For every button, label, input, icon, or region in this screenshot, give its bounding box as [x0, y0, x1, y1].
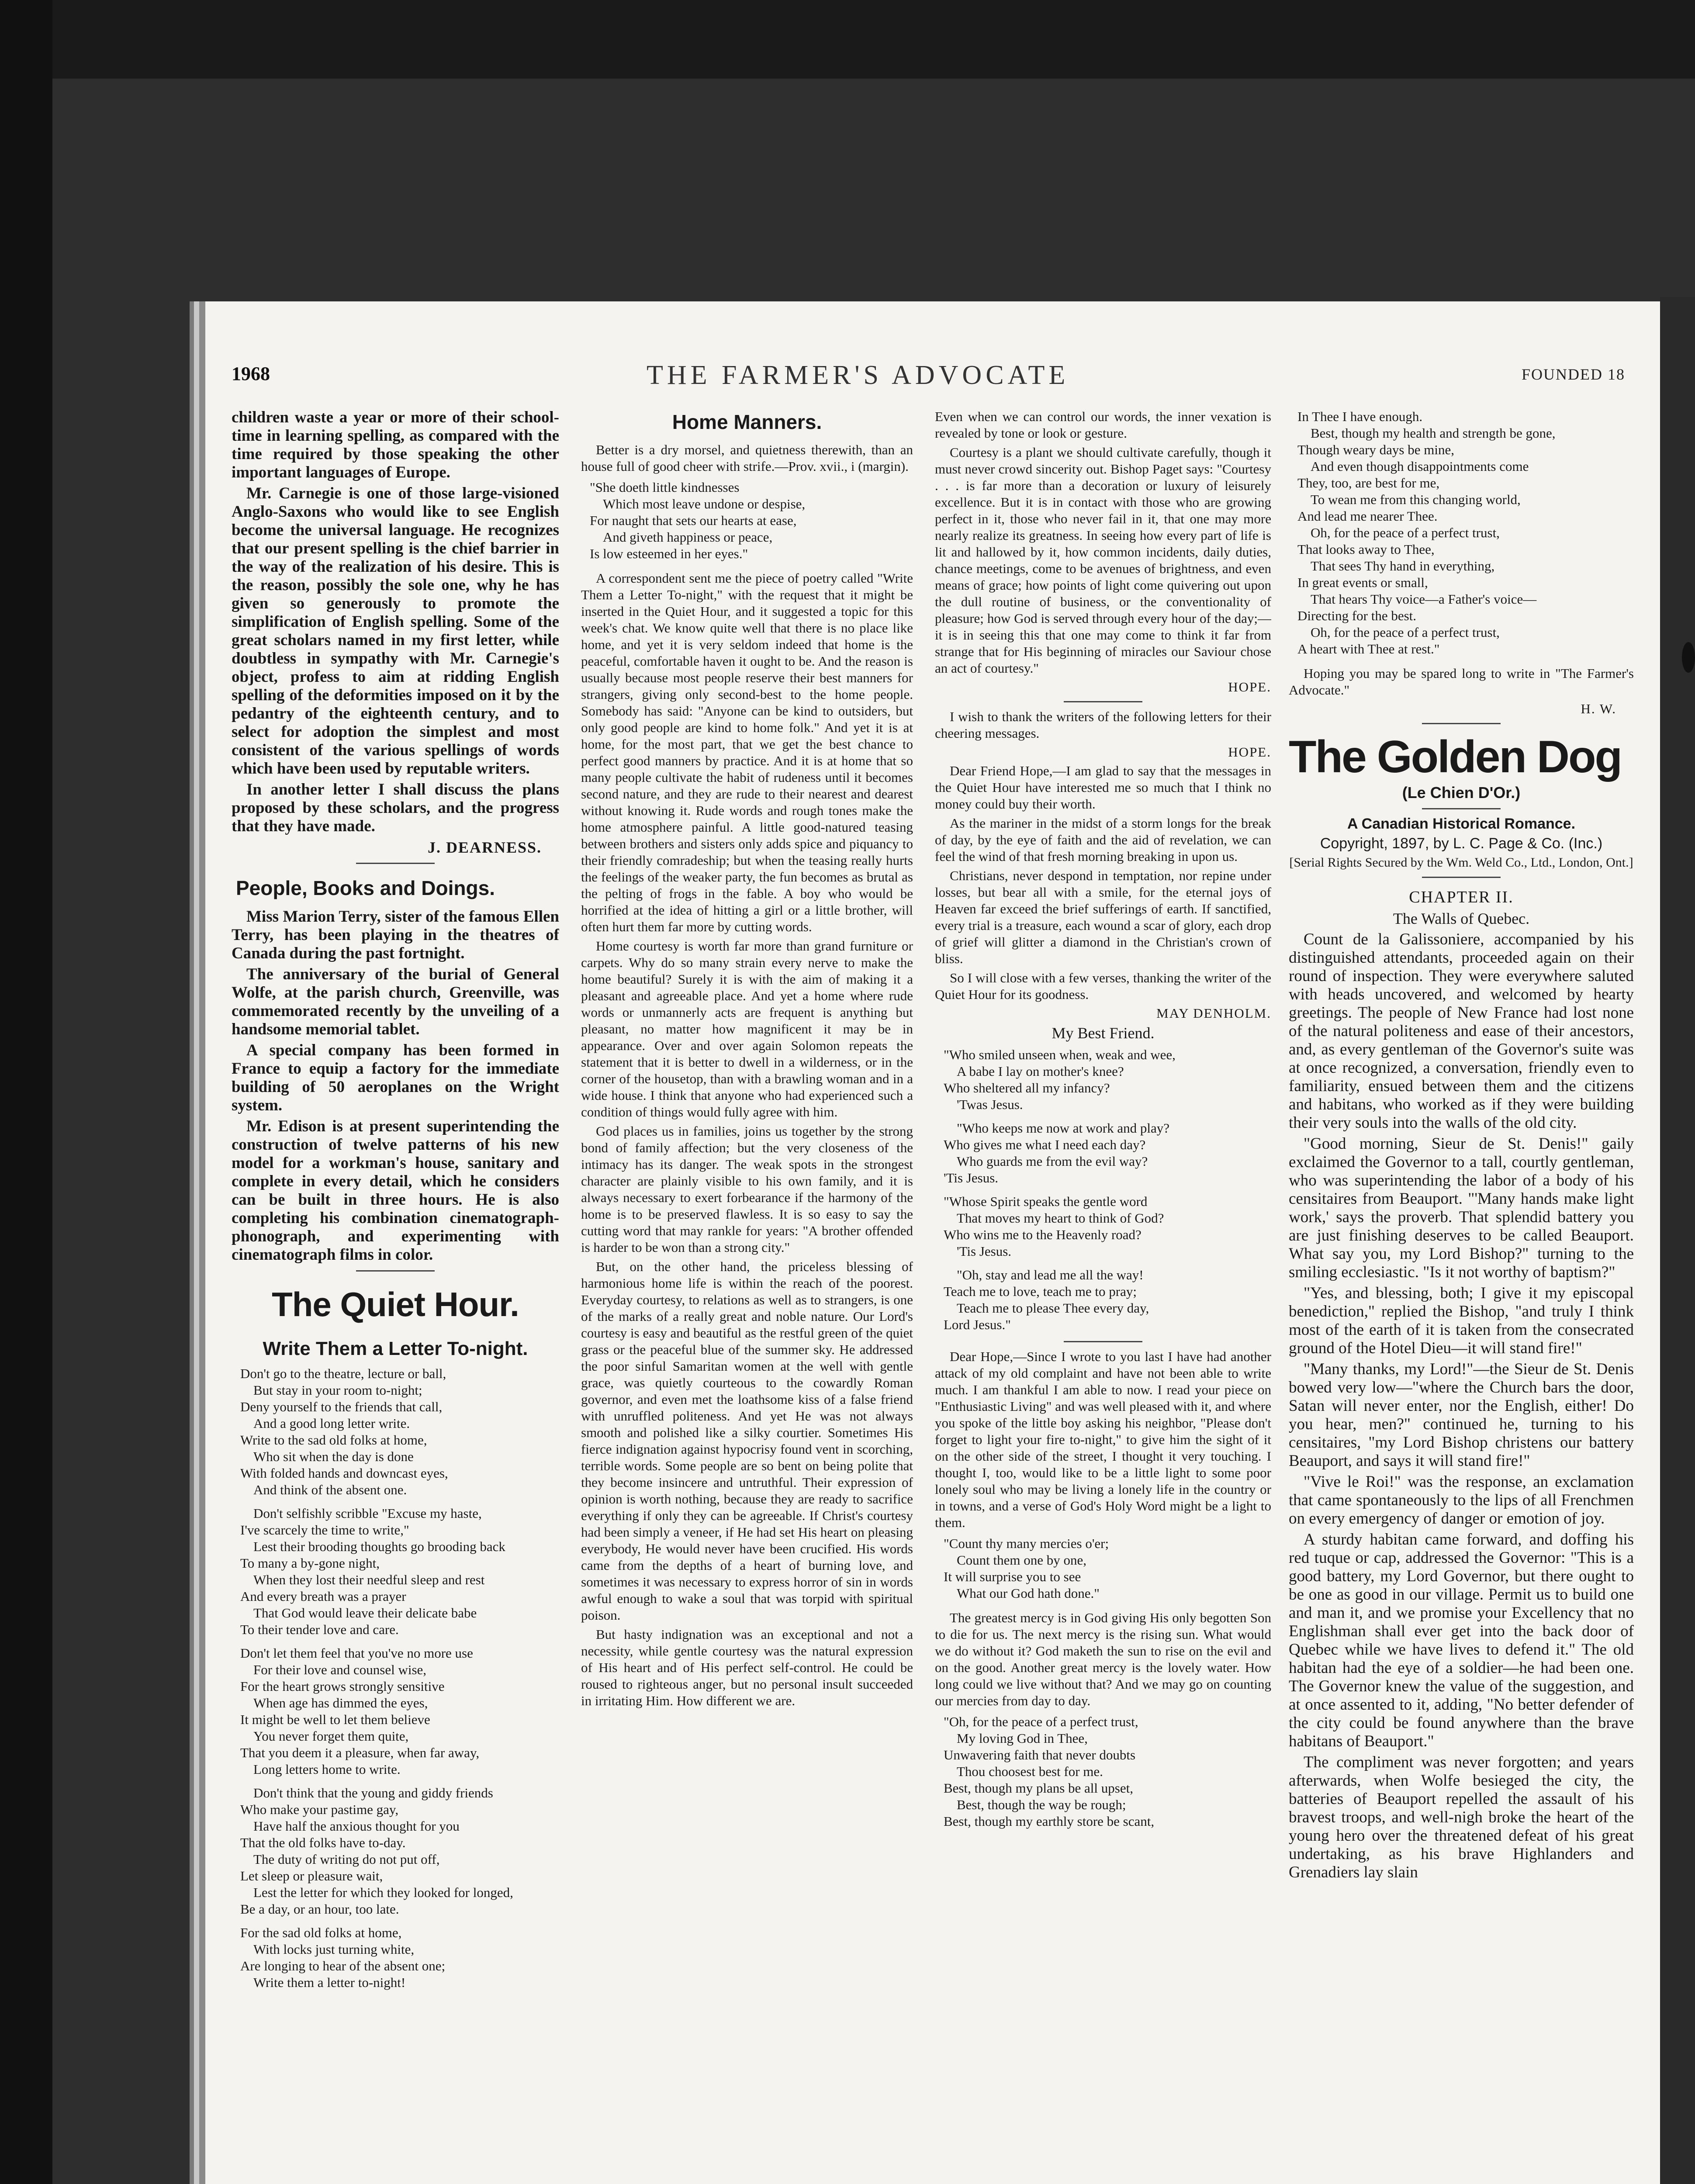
scanner-left-shadow	[0, 0, 52, 2184]
letter-paragraph: Christians, never despond in temptation, nor repine under losses, but bear all with a smile, for the eternal joys of Heaven far exceed the brief sufferings of earth. If sanctified, every trial is a treasure, each wound a scar of glory, each drop of grief will glitter a diamond in the Christian's crown of bliss.	[935, 868, 1271, 966]
quiet-hour-title: The Quiet Hour.	[272, 1285, 519, 1324]
poem-line: 'Twas Jesus.	[957, 1097, 1023, 1112]
story-paragraph: "Good morning, Sieur de St. Denis!" gaily exclaimed the Governor to a tall, courtly gentleman, who was superintending the labor of a body of his censitaires from Beauport. "'Many hands make light work,' says the proverb. That splendid battery you are just finishing deserves to be called Beauport. What say you, my Lord Bishop?" turning to the smiling ecclesiastic. "Is it not worthy of baptism?"	[1289, 1135, 1634, 1281]
poem-line: Teach me to please Thee every day,	[957, 1300, 1149, 1316]
divider	[356, 1270, 435, 1272]
poem-line: It might be well to let them believe	[240, 1712, 430, 1727]
column-4	[1289, 408, 1634, 2184]
poem-line: Don't go to the theatre, lecture or ball,	[240, 1366, 446, 1381]
poem-write-them-a-letter	[240, 1365, 559, 1991]
poem-line: Have half the anxious thought for you	[253, 1818, 460, 1834]
poem-line: For naught that sets our hearts at ease,	[590, 513, 797, 528]
story-paragraph: "Many thanks, my Lord!"—the Sieur de St. Denis bowed very low—"where the Church bars the door, Satan will never enter, nor the English, either! Do you hear, men?" continued he, turning to his censitaires, "my Lord Bishop christens our battery Beauport, and says it will stand fire!"	[1289, 1360, 1634, 1470]
serial-rights: [Serial Rights Secured by the Wm. Weld Co., Ltd., London, Ont.]	[1289, 855, 1633, 870]
poem-my-best-friend	[944, 1047, 1271, 1333]
poem-line: And giveth happiness or peace,	[603, 529, 773, 545]
poem-line: But stay in your room to-night;	[253, 1382, 422, 1398]
newspaper-page	[205, 301, 1660, 2184]
column-2	[581, 408, 913, 2184]
poem-line: "Oh, for the peace of a perfect trust,	[944, 1714, 1138, 1729]
poem-line: Lest their brooding thoughts go brooding back	[253, 1539, 505, 1554]
letter-section	[232, 408, 559, 857]
poem-line: When age has dimmed the eyes,	[253, 1695, 428, 1711]
poem-line: Who sheltered all my infancy?	[944, 1080, 1110, 1095]
poem-line: For the heart grows strongly sensitive	[240, 1679, 445, 1694]
poem-line	[240, 1638, 559, 1645]
poem-perfect-trust	[944, 1714, 1271, 1830]
poem-line: Who gives me what I need each day?	[944, 1137, 1146, 1152]
poem-line: And lead me nearer Thee.	[1297, 508, 1438, 524]
poem-line: To many a by-gone night,	[240, 1555, 380, 1571]
poem-line: You never forget them quite,	[253, 1728, 409, 1744]
poem-line: They, too, are best for me,	[1297, 475, 1440, 491]
poem-line: 'Tis Jesus.	[944, 1170, 999, 1185]
article-paragraph: Even when we can control our words, the inner vexation is revealed by tone or look or gesture.	[935, 409, 1271, 441]
poem-line	[944, 1186, 1271, 1193]
poem-line: My loving God in Thee,	[957, 1731, 1088, 1746]
divider	[1064, 701, 1142, 702]
story-paragraph: Count de la Galissoniere, accompanied by his distinguished attendants, proceeded again on their round of inspection. They were everywhere saluted with heads uncovered, and welcomed by hearty greetings. The people of New France had lost none of the natural politeness and ease of their ancestors, and, as every gentleman of the Governor's suite was at once recognized, a conversation, friendly even to familiarity, ensued between them and the citizens and habitans, who worked as if they were building their very souls into the walls of the old city.	[1289, 930, 1634, 1132]
story-paragraph: The compliment was never forgotten; and years afterwards, when Wolfe besieged the city, the batteries of Beauport repelled the assault of his bravest troops, and well-nigh broke the heart of the young hero over the threatened defeat of his great undertaking, as his brave Highlanders and Grenadiers lay slain	[1289, 1753, 1634, 1881]
signature: HOPE.	[1228, 744, 1271, 760]
article-paragraph: But hasty indignation was an exceptional and not a necessity, while gentle courtesy was the natural expression of His heart and of His perfect self-control. He could be roused to righteous anger, but no personal insult succeeded in irritating Him. How different we are.	[581, 1627, 913, 1708]
closing-remark: Hoping you may be spared long to write in "The Farmer's Advocate."	[1289, 666, 1634, 698]
divider	[356, 863, 435, 864]
poem-line: Count them one by one,	[957, 1552, 1087, 1568]
poem-title: Write Them a Letter To-night.	[263, 1338, 528, 1359]
poem-line: To their tender love and care.	[240, 1622, 399, 1637]
poem-line: Are longing to hear of the absent one;	[240, 1958, 446, 1973]
letter-paragraph: In another letter I shall discuss the plans proposed by these scholars, and the progress that they have made.	[232, 781, 559, 835]
poem-line: That hears Thy voice—a Father's voice—	[1311, 591, 1537, 607]
section-title-people: People, Books and Doings.	[236, 877, 495, 899]
chapter-title: The Walls of Quebec.	[1393, 910, 1530, 927]
letter-paragraph: Dear Friend Hope,—I am glad to say that the messages in the Quiet Hour have interested me so much that I think no money could buy their worth.	[935, 763, 1271, 812]
poem-line: That the old folks have to-day.	[240, 1835, 406, 1850]
people-section	[232, 908, 559, 1264]
poem-line: Directing for the best.	[1297, 608, 1417, 623]
poem-line: Which most leave undone or despise,	[603, 496, 806, 511]
serial-subtitle: (Le Chien D'Or.)	[1402, 784, 1521, 802]
poem-line: Who sit when the day is done	[253, 1449, 414, 1464]
article-paragraph: Home courtesy is worth far more than grand furniture or carpets. Why do so many strain every nerve to make the home beautiful? Surely it is with the aim of making it a pleasant and agreeable place. And yet a home where rude words or unmannerly acts are frequent is anything but pleasant, no matter how magnificent it may be in appearance. Over and over again Solomon repeats the statement that it is better to dwell in a wilderness, or in the corner of the housetop, than with a brawling woman and in a wide house. I think that anyone who had experienced such a condition of things would fully agree with him.	[581, 938, 913, 1120]
poem-line: In Thee I have enough.	[1297, 409, 1423, 424]
poem-line: Who wins me to the Heavenly road?	[944, 1227, 1142, 1242]
scanner-top-shadow	[0, 0, 1695, 79]
poem-line: With locks just turning white,	[253, 1942, 415, 1957]
news-item: Mr. Edison is at present superintending the construction of twelve patterns of his new model for a workman's house, sanitary and complete in every detail, which he considers can be built in three hours. He is also completing his combination cinematograph-phonograph, and experimenting with cinematograph films in color.	[232, 1117, 559, 1264]
poem-line: Thou choosest best for me.	[957, 1764, 1103, 1779]
poem-line: "Oh, stay and lead me all the way!	[957, 1267, 1144, 1282]
poem-line: The duty of writing do not put off,	[253, 1852, 440, 1867]
poem-line: Oh, for the peace of a perfect trust,	[1311, 625, 1500, 640]
poem-line: That sees Thy hand in everything,	[1311, 558, 1495, 574]
poem-line	[240, 1778, 559, 1785]
poem-line: Best, though the way be rough;	[957, 1797, 1126, 1812]
poem-line: In great events or small,	[1297, 575, 1428, 590]
letter-paragraph: Mr. Carnegie is one of those large-visioned Anglo-Saxons who would like to see English become the universal language. He recognizes that our present spelling is the chief barrier in the way of the realization of his desire. This is the reason, possibly the sole one, why he has given so generously to promote the simplification of English spelling. Some of the great scholars named in my first letter, while doubtless in sympathy with Mr. Carnegie's object, profess to aim at ridding English spelling of the deformities imposed on it by the pedantry of the eighteenth century, and to select for adoption the simplest and most consistent of the various spellings of words which have been used by reputable writers.	[232, 484, 559, 778]
article-paragraph: A correspondent sent me the piece of poetry called "Write Them a Letter To-night," with the request that it might be inserted in the Quiet Hour, and it suggested a topic for this week's chat. We know quite well that there is no place like home, and yet it is very seldom indeed that home is the peaceful, comfortable haven it ought to be. And the reason is usually because most people reserve their best manners for strangers, giving only second-best to the home people. Somebody has said: "Anyone can be kind to outsiders, but only good people are kind to home folk." And yet it is at home, for the most part, that we get the best chance to perfect good manners by practice. And it is at home that so many people cultivate the habit of rudeness until it becomes second nature, and they are rude to their nearest and dearest without knowing it. Rude words and rough tones make the home atmosphere painful. A little good-natured teasing between brothers and sisters only adds spice and piquancy to their friendly comradeship; but when the teasing really hurts the feelings of the weaker party, the fun becomes as brutal as the pelting of frogs in the fable. A boy who would be horrified at the idea of hitting a girl or a little brother, will often hurt them far more by cutting words.	[581, 570, 913, 934]
poem-line	[944, 1113, 1271, 1120]
story-paragraph: "Yes, and blessing, both; I give it my episcopal benediction," replied the Bishop, "and truly I think most of the earth of it is taken from the consecrated ground of the Hotel Dieu—it will stand fire!"	[1289, 1284, 1634, 1357]
poem-line: Deny yourself to the friends that call,	[240, 1399, 443, 1414]
letter-signature: J. DEARNESS.	[427, 839, 542, 856]
poem-line: Who make your pastime gay,	[240, 1802, 399, 1817]
poem-line: With folded hands and downcast eyes,	[240, 1465, 448, 1481]
letter-paragraph: Dear Hope,—Since I wrote to you last I have had another attack of my old complaint and have not been able to write much. I am thankful I am able to now. I read your piece on "Enthusiastic Living" and was well pleased with it, and where you spoke of the little boy asking his neighbor, "Please don't forget to light your fire to-night," to give him the sight of it on the other side of the street, I thought it very touching. I thought I, too, would like to be a little light to some poor lonely soul who may be living a lonely life in the country or in towns, and a verse of God's Holy Word might be a light to them.	[935, 1349, 1271, 1530]
poem-line: Though weary days be mine,	[1297, 442, 1454, 457]
poem-line: "She doeth little kindnesses	[590, 480, 740, 495]
signature: HOPE.	[1228, 679, 1271, 695]
divider	[1064, 1341, 1142, 1342]
poem-line: That looks away to Thee,	[1297, 542, 1435, 557]
poem-line: Lest the letter for which they looked for longed,	[253, 1885, 513, 1900]
column-3	[935, 408, 1271, 2184]
poem-line: Lord Jesus."	[944, 1317, 1011, 1332]
section-title-home-manners: Home Manners.	[672, 411, 822, 433]
letter-paragraph: So I will close with a few verses, thanking the writer of the Quiet Hour for its goodness.	[935, 970, 1271, 1002]
poem-line: It will surprise you to see	[944, 1569, 1081, 1584]
poem-line: A heart with Thee at rest."	[1297, 641, 1440, 657]
poem-line: Don't think that the young and giddy friends	[253, 1785, 493, 1800]
poem-line: When they lost their needful sleep and rest	[253, 1572, 485, 1587]
article-paragraph: But, on the other hand, the priceless blessing of harmonious home life is within the reach of the poorest. Everyday courtesy, to relations as well as to strangers, is one of the marks of a really great and noble nature. Our Lord's courtesy is easy and beautiful as the restful green of the quiet grass or the peaceful blue of the summer sky. He addressed the poor sinful Samaritan women at the well with gentle grace, was quietly courteous to the cowardly Roman governor, and even met the loathsome kiss of a false friend with unruffled politeness. And yet He was not always smooth and polished like a silky courtier. Sometimes His fierce indignation against hypocrisy found vent in scorching, terrible words. Some people are so bent on being polite that they become insincere and untruthful. Their expression of opinion is worth nothing, because they are ready to sacrifice everything if only they can be agreeable. If Christ's courtesy had been simply a veneer, if He had set His heart on pleasing everybody, He would never have been crucified. His words came from the depths of a heart of burning love, and sometimes it was necessary to express horror of sin in words awful enough to wake a soul that was torpid with spiritual poison.	[581, 1259, 913, 1623]
poem-line: And a good long letter write.	[253, 1416, 410, 1431]
poem-line: For their love and counsel wise,	[253, 1662, 427, 1677]
poem-line: A babe I lay on mother's knee?	[957, 1064, 1124, 1079]
divider	[1422, 877, 1501, 878]
poem-line: And even though disappointments come	[1311, 459, 1529, 474]
poem-line: "Whose Spirit speaks the gentle word	[944, 1194, 1148, 1209]
page-header	[232, 360, 1634, 397]
poem-line: That you deem it a pleasure, when far away,	[240, 1745, 480, 1760]
divider	[1422, 723, 1501, 724]
poem-line: Let sleep or pleasure wait,	[240, 1868, 383, 1883]
letter-paragraph: As the mariner in the midst of a storm longs for the break of day, by the eye of faith and the aid of revelation, we can feel the wind of that fresh morning breaking in upon us.	[935, 816, 1271, 864]
article-paragraph: Courtesy is a plant we should cultivate carefully, though it must never crowd sincerity out. Bishop Paget says: "Courtesy . . . is far more than a decoration or luxury of leisurely excellence. But it is in contact with those who are growing perfect in it, those who never fail in it, that one may more nearly realize its greatness. In seeing how every part of life is lit and hallowed by it, how common incidents, daily duties, chance meetings, come to be avenues of brightness, and even means of grace; how points of light come quivering out upon the dull routine of business, or the conventionality of pleasure; how God is served through every hour of the day;—it is in seeing this that one may come to think it far from strange that for His beginning of miracles our Saviour chose an act of courtesy."	[935, 445, 1271, 676]
poem-line	[240, 1498, 559, 1505]
poem-count-mercies	[944, 1535, 1271, 1602]
story-paragraph: A sturdy habitan came forward, and doffing his red tuque or cap, addressed the Governor: "This is a good battery, my Lord Governor, but there ought to be one as good in our village. Permit us to build one and man it, and we promise your Excellency that no Englishman shall ever get into the back door of Quebec while we have lives to defend it." The old habitan had the eye of a soldier—he had been one. The Governor knew the value of the suggestion, and at once assented to it, adding, "No better defender of the city could be found anywhere than the brave habitans of Beauport."	[1289, 1531, 1634, 1750]
poem-line: I've scarcely the time to write,"	[240, 1522, 409, 1538]
poem-line: Write them a letter to-night!	[253, 1975, 406, 1990]
signature: H. W.	[1581, 701, 1616, 716]
scripture-epigraph: Better is a dry morsel, and quietness therewith, than an house full of good cheer with strife.—Prov. xvii., i (margin).	[581, 442, 913, 474]
poem-line: Don't let them feel that you've no more use	[240, 1645, 473, 1661]
poem-line: Long letters home to write.	[253, 1762, 401, 1777]
poem-line: And think of the absent one.	[253, 1482, 407, 1497]
chapter-number: CHAPTER II.	[1409, 888, 1514, 906]
poem-line: Best, though my plans be all upset,	[944, 1780, 1133, 1796]
column-1	[232, 408, 559, 2184]
signature: MAY DENHOLM.	[1156, 1006, 1271, 1021]
poem-line: Unwavering faith that never doubts	[944, 1747, 1136, 1762]
poem-line: That God would leave their delicate babe	[253, 1605, 477, 1621]
poem-perfect-trust-continued	[1297, 408, 1634, 657]
poem-line: Don't selfishly scribble "Excuse my haste,	[253, 1506, 482, 1521]
binding-hole	[1682, 642, 1695, 673]
poem-line	[944, 1260, 1271, 1267]
letter-paragraph: children waste a year or more of their school-time in learning spelling, as compared with the time required by those speaking the other important languages of Europe.	[232, 408, 559, 481]
poem-line: Be a day, or an hour, too late.	[240, 1901, 399, 1917]
news-item: Miss Marion Terry, sister of the famous Ellen Terry, has been playing in the theatres of Canada during the past fortnight.	[232, 908, 559, 962]
poem-line: Teach me to love, teach me to pray;	[944, 1284, 1137, 1299]
poem-line: "Count thy many mercies o'er;	[944, 1536, 1109, 1551]
poem-line: For the sad old folks at home,	[240, 1925, 402, 1940]
copyright-line: Copyright, 1897, by L. C. Page & Co. (Inc.)	[1320, 835, 1603, 852]
poem-line: To wean me from this changing world,	[1311, 492, 1521, 507]
divider	[1422, 808, 1501, 809]
serial-title: The Golden Dog	[1289, 732, 1622, 782]
poem-line: "Who keeps me now at work and play?	[957, 1120, 1169, 1136]
poem-line: "Who smiled unseen when, weak and wee,	[944, 1047, 1176, 1062]
news-item: A special company has been formed in France to equip a factory for the immediate building of 50 aeroplanes on the Wright system.	[232, 1041, 559, 1114]
masthead: THE FARMER'S ADVOCATE	[647, 360, 1069, 390]
poem-line: Oh, for the peace of a perfect trust,	[1311, 525, 1500, 540]
letter-paragraph: The greatest mercy is in God giving His only begotten Son to die for us. The next mercy is the rising sun. What would we do without it? God maketh the sun to rise on the evil and on the good. Another great mercy is the lovely water. How long could we live without that? And we may go on counting our mercies from day to day.	[935, 1610, 1271, 1708]
poem-line: Who guards me from the evil way?	[957, 1154, 1148, 1169]
poem-line: 'Tis Jesus.	[957, 1244, 1012, 1259]
news-item: The anniversary of the burial of General Wolfe, at the parish church, Greenville, was commemorated recently by the unveiling of a handsome memorial tablet.	[232, 965, 559, 1038]
serial-tagline: A Canadian Historical Romance.	[1347, 816, 1576, 832]
poem-line: That moves my heart to think of God?	[957, 1210, 1164, 1226]
epigraph-poem	[590, 479, 913, 562]
poem-line: What our God hath done."	[957, 1586, 1100, 1601]
poem-line: And every breath was a prayer	[240, 1589, 406, 1604]
thanks-note: I wish to thank the writers of the following letters for their cheering messages.	[935, 709, 1271, 741]
founded-label: FOUNDED 18	[1521, 366, 1625, 383]
poem-line: Write to the sad old folks at home,	[240, 1432, 427, 1448]
poem-line	[240, 1918, 559, 1925]
poem-line: Best, though my earthly store be scant,	[944, 1814, 1155, 1829]
poem-title: My Best Friend.	[1052, 1024, 1155, 1042]
article-paragraph: God places us in families, joins us together by the strong bond of family affection; but the very closeness of the intimacy has its danger. The weak spots in the strongest character are plainly visible to his own family, and it is always necessary to exert forbearance if the harmony of the home is to be preserved flawless. It is so easy to say the cutting word that may rankle for years: "A brother offended is harder to be won than a strong city."	[581, 1123, 913, 1255]
poem-line: Best, though my health and strength be gone,	[1311, 425, 1556, 441]
scanner-right-shadow	[1660, 297, 1695, 2184]
page-number: 1968	[232, 363, 270, 384]
story-paragraph: "Vive le Roi!" was the response, an exclamation that came spontaneously to the lips of all Frenchmen on every emergency of danger or emotion of joy.	[1289, 1473, 1634, 1527]
poem-line: Is low esteemed in her eyes."	[590, 546, 748, 561]
